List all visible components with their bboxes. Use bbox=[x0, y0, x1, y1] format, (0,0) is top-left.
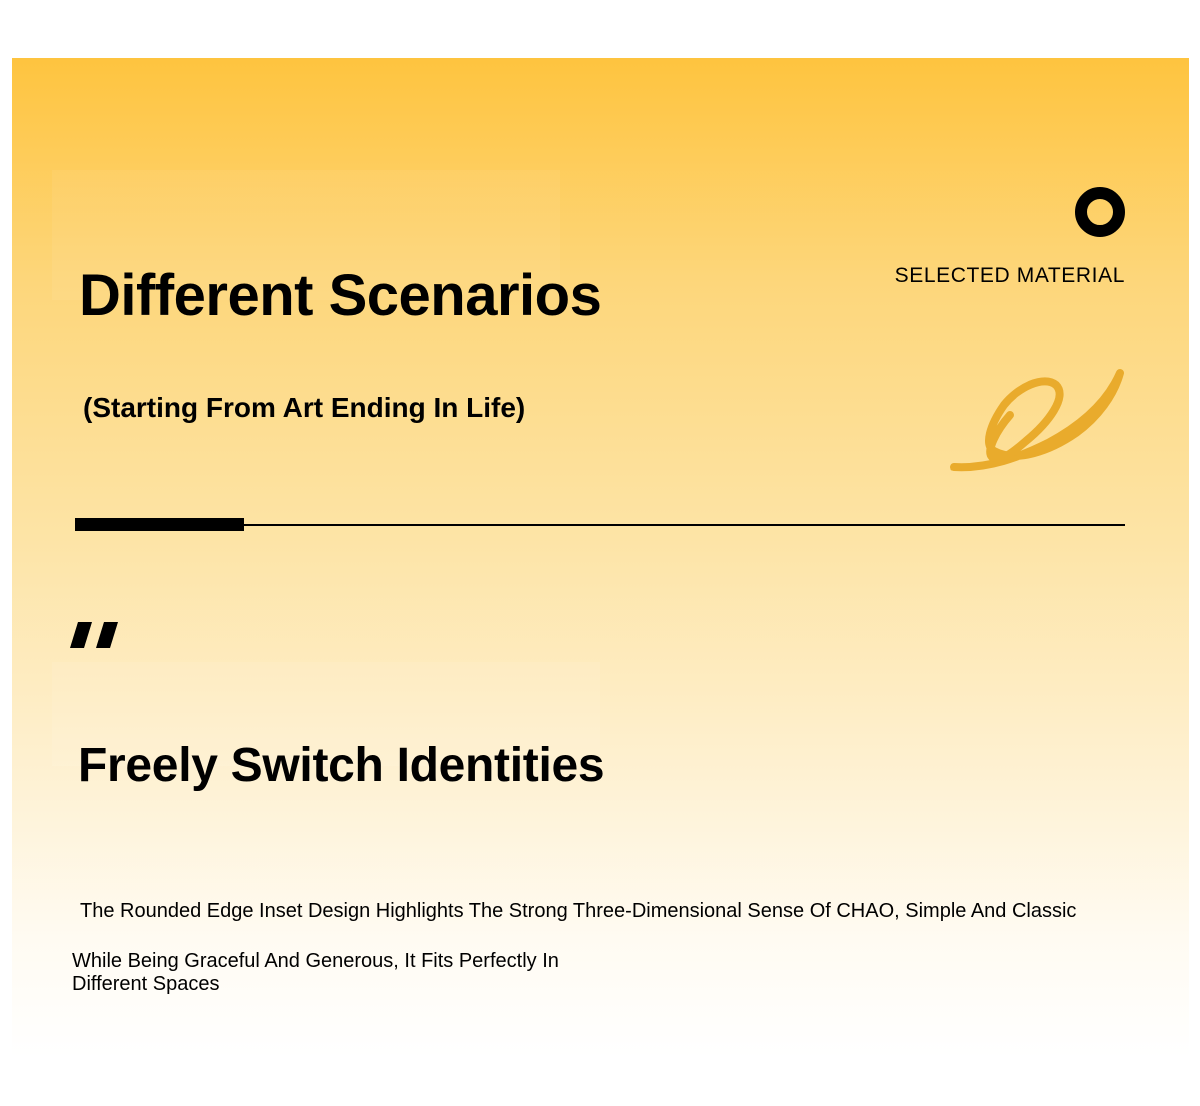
description-paragraph bbox=[72, 950, 632, 996]
ring-logo-icon bbox=[1075, 187, 1125, 237]
description-line: While Being Graceful And Generous, It Fits Perfectly In bbox=[72, 950, 559, 972]
description-line: The Rounded Edge Inset Design Highlights The Strong Three-Dimensional Sense Of CHAO, Simple And Classic bbox=[80, 900, 1077, 922]
brush-stroke-icon bbox=[948, 365, 1128, 475]
page-title: Different Scenarios bbox=[79, 263, 602, 328]
description-line: Different Spaces bbox=[72, 973, 220, 995]
open-quote-icon bbox=[66, 612, 126, 658]
section-divider-accent bbox=[75, 518, 244, 531]
page-subtitle: (Starting From Art Ending In Life) bbox=[83, 392, 526, 423]
section-heading: Freely Switch Identities bbox=[78, 739, 605, 792]
brand-tagline: SELECTED MATERIAL bbox=[894, 264, 1125, 287]
